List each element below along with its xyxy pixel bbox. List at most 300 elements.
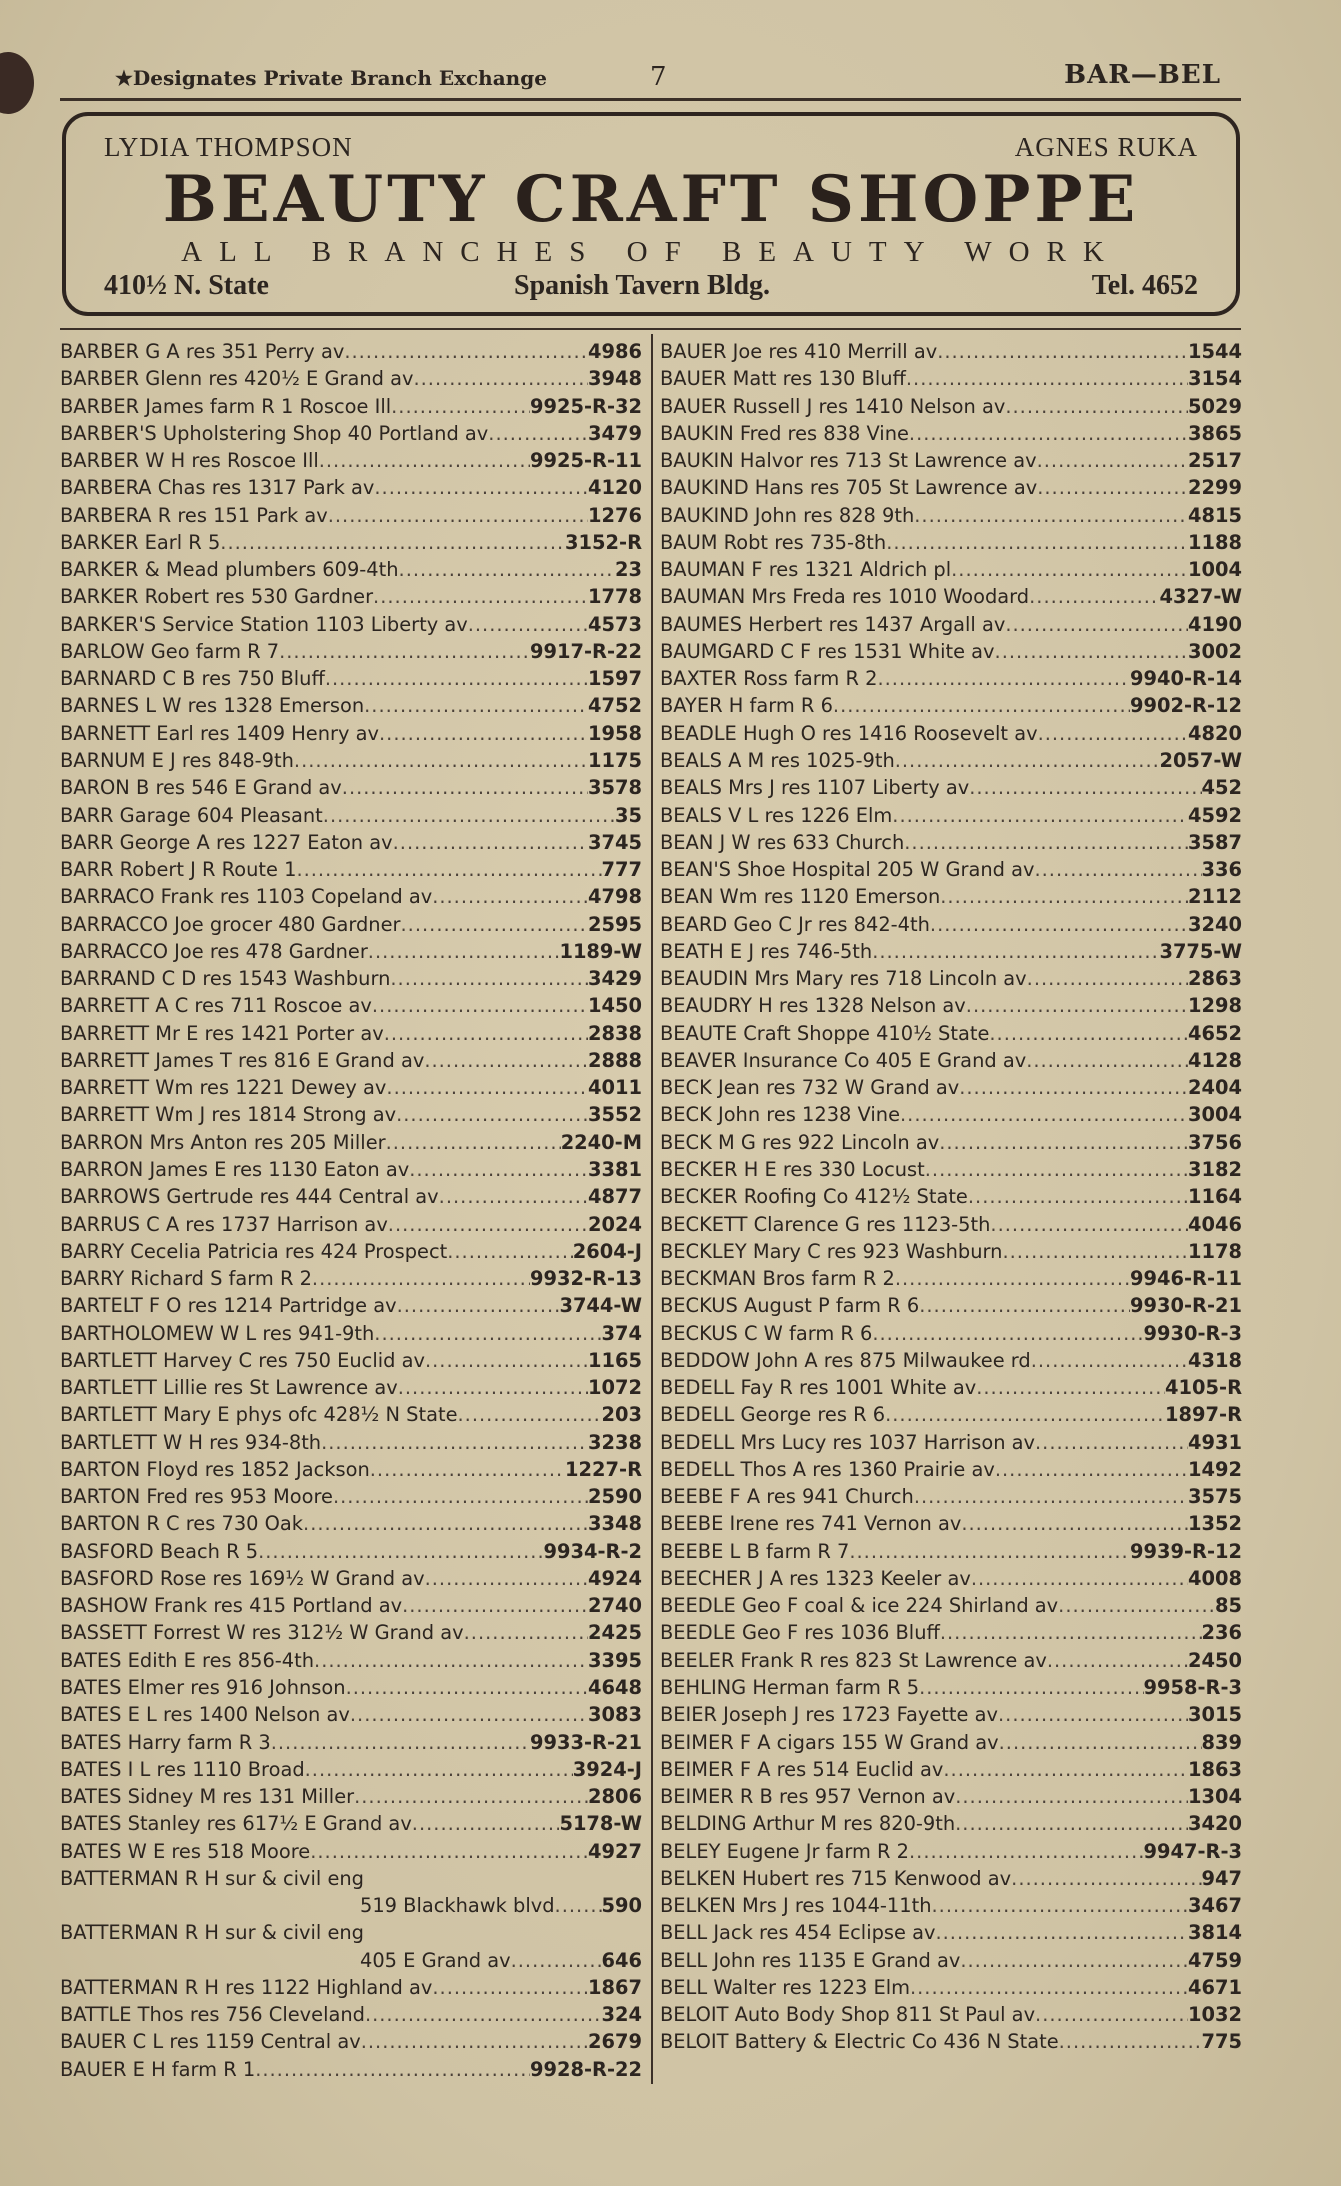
dot-leader	[439, 1183, 588, 1210]
listing-entry	[660, 992, 1242, 1019]
listing-phone: 3381	[588, 1157, 642, 1181]
listing-name: BELKEN Hubert res 715 Kenwood av	[660, 1866, 1012, 1890]
dot-leader	[432, 1974, 588, 2001]
listing-name: BELDING Arthur M res 820-9th	[660, 1812, 956, 1836]
dot-leader	[1031, 1347, 1188, 1374]
dot-leader	[833, 692, 1130, 719]
listing-entry	[660, 911, 1242, 938]
dot-leader	[412, 1810, 560, 1837]
listing-name: BEAUDRY H res 1328 Nelson av	[660, 994, 966, 1018]
ad-address: 410½ N. State	[104, 270, 269, 301]
dot-leader	[468, 611, 588, 638]
dot-leader	[1037, 474, 1188, 501]
dot-leader	[384, 1020, 588, 1047]
listing-entry	[660, 747, 1242, 774]
listing-phone: 3429	[588, 967, 642, 991]
dot-leader	[325, 665, 588, 692]
dot-leader	[990, 1211, 1188, 1238]
listing-name: BEEBE Irene res 741 Vernon av	[660, 1512, 962, 1536]
listing-name: BARKER Earl R 5	[60, 530, 221, 554]
dot-leader	[968, 1183, 1188, 1210]
dot-leader	[393, 829, 588, 856]
listing-phone: 1032	[1188, 2003, 1242, 2027]
dot-leader	[877, 665, 1130, 692]
dot-leader	[361, 2028, 588, 2055]
listing-entry	[660, 1756, 1242, 1783]
listing-phone: 947	[1201, 1866, 1242, 1890]
listing-phone: 4318	[1188, 1348, 1242, 1372]
dot-leader	[372, 992, 588, 1019]
listing-phone: 1863	[1188, 1757, 1242, 1781]
listing-name: BARRON James E res 1130 Eaton av	[60, 1157, 410, 1181]
listing-name: BATES Harry farm R 3	[60, 1730, 271, 1754]
listing-phone: 1227-R	[565, 1457, 642, 1481]
dot-leader	[919, 1292, 1130, 1319]
listing-entry	[60, 1674, 642, 1701]
listing-phone: 3015	[1188, 1703, 1242, 1727]
listing-name: BARROWS Gertrude res 444 Central av	[60, 1185, 439, 1209]
listing-phone: 1897-R	[1165, 1403, 1242, 1427]
listing-name: BECKETT Clarence G res 1123-5th	[660, 1212, 991, 1236]
listing-name: BATES E L res 1400 Nelson av	[60, 1703, 350, 1727]
listing-name: BARTHOLOMEW W L res 941-9th	[60, 1321, 375, 1345]
listing-phone: 9932-R-13	[530, 1267, 642, 1291]
listing-entry	[660, 1211, 1242, 1238]
listing-name: BATES I L res 1110 Broad	[60, 1757, 305, 1781]
listing-name: BEAUDIN Mrs Mary res 718 Lincoln av	[660, 967, 1027, 991]
listing-entry	[60, 1619, 642, 1646]
listing-name: BARLOW Geo farm R 7	[60, 639, 280, 663]
listing-name: BATES Stanley res 617½ E Grand av	[60, 1812, 412, 1836]
listing-name: BARBER G A res 351 Perry av	[60, 340, 345, 363]
listing-name: BEIER Joseph J res 1723 Fayette av	[660, 1703, 998, 1727]
listing-name: BARRETT Wm J res 1814 Strong av	[60, 1103, 397, 1127]
listing-phone: 336	[1201, 858, 1242, 882]
listing-entry	[660, 1892, 1242, 1919]
listing-phone: 2425	[588, 1621, 642, 1645]
listing-entry	[660, 1483, 1242, 1510]
listing-name: BEEDLE Geo F res 1036 Bluff	[660, 1621, 940, 1645]
listing-phone: 2517	[1188, 449, 1242, 473]
listing-phone: 4008	[1188, 1566, 1242, 1590]
dot-leader	[305, 1756, 573, 1783]
listing-phone: 9902-R-12	[1130, 694, 1242, 718]
listing-name: BARTON Fred res 953 Moore	[60, 1485, 333, 1509]
listing-phone: 3948	[588, 367, 642, 391]
listing-name: BEDELL George res R 6	[660, 1403, 886, 1427]
listing-entry	[660, 393, 1242, 420]
listing-phone: 4648	[588, 1676, 642, 1700]
listing-entry	[60, 1810, 642, 1837]
listing-name: BARNES L W res 1328 Emerson	[60, 694, 365, 718]
listing-phone: 4798	[588, 885, 642, 909]
listing-entry	[660, 1320, 1242, 1347]
listing-phone: 4820	[1188, 721, 1242, 745]
listing-entry	[660, 529, 1242, 556]
listing-entry	[60, 720, 642, 747]
listing-phone: 3395	[588, 1648, 642, 1672]
listing-entry	[660, 720, 1242, 747]
listing-phone: 3745	[588, 830, 642, 854]
listing-phone: 452	[1201, 776, 1242, 800]
listing-phone: 3479	[588, 421, 642, 445]
listing-entry	[60, 1647, 642, 1674]
listing-name: BASHOW Frank res 415 Portland av	[60, 1594, 403, 1618]
listing-entry	[660, 1619, 1242, 1646]
listing-entry	[60, 529, 642, 556]
listing-name: BEELER Frank R res 823 St Lawrence av	[660, 1648, 1047, 1672]
listing-name: BEADLE Hugh O res 1416 Roosevelt av	[660, 721, 1038, 745]
column-divider	[651, 334, 653, 2084]
listing-phone: 4105-R	[1165, 1376, 1242, 1400]
listing-phone: 4877	[588, 1185, 642, 1209]
listing-phone: 4592	[1188, 803, 1242, 827]
listing-phone: 4752	[588, 694, 642, 718]
dot-leader	[458, 1401, 602, 1428]
dot-leader	[935, 1919, 1188, 1946]
listing-name: BARR Garage 604 Pleasant	[60, 803, 323, 827]
listing-name: BEHLING Herman farm R 5	[660, 1676, 920, 1700]
listing-name: BARRACCO Joe grocer 480 Gardner	[60, 912, 401, 936]
listing-entry	[60, 1401, 642, 1428]
listing-entry	[660, 2001, 1242, 2028]
listing-phone: 4927	[588, 1839, 642, 1863]
listing-entry	[660, 583, 1242, 610]
listing-phone: 1958	[588, 721, 642, 745]
dot-leader	[365, 2001, 602, 2028]
listing-entry	[660, 1974, 1242, 2001]
listing-phone: 9917-R-22	[530, 639, 642, 663]
dot-leader	[413, 365, 588, 392]
listing-entry	[660, 1865, 1242, 1892]
listing-phone: 3775-W	[1159, 939, 1242, 963]
listing-entry	[660, 1265, 1242, 1292]
listing-name: BARBER W H res Roscoe Ill	[60, 449, 319, 473]
listing-entry	[60, 393, 642, 420]
listing-phone: 3467	[1188, 1894, 1242, 1918]
ad-tagline: ALL BRANCHES OF BEAUTY WORK	[181, 236, 1121, 268]
listing-entry	[60, 1783, 642, 1810]
listing-name: BEALS V L res 1226 Elm	[660, 803, 893, 827]
dot-leader	[344, 338, 588, 365]
dot-leader	[961, 1510, 1188, 1537]
listing-phone: 2299	[1188, 476, 1242, 500]
dot-leader	[488, 420, 588, 447]
listing-entry	[660, 1783, 1242, 1810]
dot-leader	[904, 829, 1188, 856]
running-head	[115, 58, 1221, 98]
listing-entry	[60, 556, 642, 583]
listing-name: BEIMER R B res 957 Vernon av	[660, 1785, 956, 1809]
listing-name: BATTLE Thos res 756 Cleveland	[60, 2003, 365, 2027]
listing-phone: 9930-R-21	[1130, 1294, 1242, 1318]
listing-phone: 2679	[588, 2030, 642, 2054]
listing-name: BECKER Roofing Co 412½ State	[660, 1185, 968, 1209]
dot-leader	[390, 965, 588, 992]
listing-entry	[60, 2028, 642, 2055]
listing-phone: 4327-W	[1159, 585, 1242, 609]
listing-name: BATES Elmer res 916 Johnson	[60, 1676, 346, 1700]
listing-entry	[60, 1020, 642, 1047]
listing-entry	[660, 1047, 1242, 1074]
ad-business-name: BEAUTY CRAFT SHOPPE	[162, 162, 1140, 237]
listing-phone: 4924	[588, 1566, 642, 1590]
listing-phone: 2838	[588, 1021, 642, 1045]
listing-phone: 4190	[1188, 612, 1242, 636]
dot-leader	[386, 1074, 588, 1101]
dot-leader	[379, 720, 588, 747]
listing-entry	[60, 1074, 642, 1101]
listing-entry	[660, 1101, 1242, 1128]
dot-leader	[314, 1647, 588, 1674]
listing-name: BARNUM E J res 848-9th	[60, 748, 294, 772]
listing-entry	[60, 638, 642, 665]
listing-name: BAUER E H farm R 1	[60, 2057, 256, 2081]
listing-name: BECK John res 1238 Vine	[660, 1103, 900, 1127]
dot-leader	[1038, 720, 1188, 747]
listing-name: BAUKIN Fred res 838 Vine	[660, 421, 909, 445]
listing-entry	[60, 1238, 642, 1265]
dot-leader	[995, 638, 1189, 665]
listing-entry	[660, 1020, 1242, 1047]
dot-leader	[401, 911, 589, 938]
dot-leader	[909, 420, 1188, 447]
dot-leader	[930, 911, 1188, 938]
listing-name: BARBER James farm R 1 Roscoe Ill	[60, 394, 392, 418]
listing-phone: 3575	[1188, 1485, 1242, 1509]
listing-entry	[60, 829, 642, 856]
listing-phone: 839	[1201, 1730, 1242, 1754]
listing-name: BATES W E res 518 Moore	[60, 1839, 311, 1863]
listing-phone: 1352	[1188, 1512, 1242, 1536]
listing-name: BARR Robert J R Route 1	[60, 858, 297, 882]
listing-entry	[660, 611, 1242, 638]
listing-phone: 4128	[1188, 1048, 1242, 1072]
listing-entry	[60, 1156, 642, 1183]
listing-phone: 4986	[588, 340, 642, 363]
listing-entry	[60, 1974, 642, 2001]
listing-name: BATTERMAN R H sur & civil eng	[60, 1866, 364, 1890]
listing-name: BEIMER F A cigars 155 W Grand av	[660, 1730, 999, 1754]
listing-phone: 9939-R-12	[1130, 1539, 1242, 1563]
dot-leader	[999, 1729, 1202, 1756]
listing-entry	[60, 1538, 642, 1565]
listing-entry	[60, 1047, 642, 1074]
listing-name: BAUER Joe res 410 Merrill av	[660, 340, 938, 363]
listing-entry	[660, 1729, 1242, 1756]
listing-phone: 2604-J	[572, 1239, 642, 1263]
dot-leader	[895, 1265, 1130, 1292]
listing-entry	[660, 692, 1242, 719]
listing-phone: 2590	[588, 1485, 642, 1509]
listing-phone: 1778	[588, 585, 642, 609]
listing-entry	[60, 1947, 642, 1974]
listing-name: BARRON Mrs Anton res 205 Miller	[60, 1130, 386, 1154]
listing-entry	[660, 1838, 1242, 1865]
listing-phone: 9928-R-22	[530, 2057, 642, 2081]
listing-entry	[60, 1483, 642, 1510]
listing-entry	[660, 1647, 1242, 1674]
dot-leader	[998, 1701, 1188, 1728]
listing-name: BEDELL Mrs Lucy res 1037 Harrison av	[660, 1430, 1036, 1454]
listing-phone: 4671	[1188, 1975, 1242, 1999]
listing-name: BEEDLE Geo F coal & ice 224 Shirland av	[660, 1594, 1059, 1618]
listing-entry	[660, 1401, 1242, 1428]
dot-leader	[396, 1101, 588, 1128]
listing-entry	[60, 1729, 642, 1756]
page-number: 7	[650, 62, 667, 92]
listing-phone: 1544	[1188, 340, 1242, 363]
listing-entry	[660, 829, 1242, 856]
dot-leader	[900, 1101, 1188, 1128]
listing-phone: 203	[601, 1403, 642, 1427]
dot-leader	[989, 1020, 1188, 1047]
listing-name: BARKER & Mead plumbers 609-4th	[60, 558, 399, 582]
listing-name: BARTLETT Mary E phys ofc 428½ N State	[60, 1403, 458, 1427]
listing-name: BAUKIN Halvor res 713 St Lawrence av	[660, 449, 1037, 473]
listing-name: BARBER'S Upholstering Shop 40 Portland av	[60, 421, 489, 445]
dot-leader	[346, 1674, 588, 1701]
listing-entry	[60, 1565, 642, 1592]
listing-name: BARRY Richard S farm R 2	[60, 1267, 312, 1291]
listing-phone: 5178-W	[559, 1812, 642, 1836]
listing-entry	[60, 1919, 642, 1946]
dot-leader	[447, 1238, 573, 1265]
dot-leader	[555, 1892, 602, 1919]
dot-leader	[354, 1783, 588, 1810]
listing-entry	[60, 1183, 642, 1210]
listing-entry	[60, 2001, 642, 2028]
listing-name: BARRUS C A res 1737 Harrison av	[60, 1212, 388, 1236]
dot-leader	[368, 938, 560, 965]
dot-leader	[364, 692, 588, 719]
listing-entry	[660, 1129, 1242, 1156]
listing-name: BELKEN Mrs J res 1044-11th	[660, 1894, 932, 1918]
listing-entry	[60, 1265, 642, 1292]
listing-name: BASFORD Beach R 5	[60, 1539, 259, 1563]
listing-name: BEAVER Insurance Co 405 E Grand av	[660, 1048, 1027, 1072]
listing-entry	[660, 665, 1242, 692]
dot-leader	[323, 802, 615, 829]
listing-name: BAUMAN F res 1321 Aldrich pl	[660, 558, 952, 582]
dot-leader	[220, 529, 565, 556]
listing-entry	[60, 1592, 642, 1619]
listing-name: 405 E Grand av	[360, 1948, 511, 1972]
listing-phone: 2863	[1188, 967, 1242, 991]
listing-phone: 3814	[1188, 1921, 1242, 1945]
listing-phone: 3182	[1188, 1157, 1242, 1181]
listing-phone: 2595	[588, 912, 642, 936]
listing-name: BARKER'S Service Station 1103 Liberty av	[60, 612, 468, 636]
listing-name: BARNETT Earl res 1409 Henry av	[60, 721, 379, 745]
dot-leader	[399, 556, 615, 583]
dot-leader	[939, 1129, 1188, 1156]
dot-leader	[976, 1374, 1165, 1401]
listing-name: 519 Blackhawk blvd	[360, 1894, 555, 1918]
dot-leader	[391, 393, 530, 420]
listing-phone: 646	[601, 1948, 642, 1972]
listing-phone: 3240	[1188, 912, 1242, 936]
listing-entry	[660, 1183, 1242, 1210]
dot-leader	[425, 1347, 588, 1374]
listing-phone: 5029	[1188, 394, 1242, 418]
listing-entry	[60, 1374, 642, 1401]
listing-phone: 35	[615, 803, 642, 827]
listing-entry	[660, 1347, 1242, 1374]
listing-entry	[60, 1701, 642, 1728]
listing-phone: 3865	[1188, 421, 1242, 445]
listing-phone: 1165	[588, 1348, 642, 1372]
listing-entry	[60, 665, 642, 692]
listing-phone: 2024	[588, 1212, 642, 1236]
listing-entry	[60, 1892, 642, 1919]
dot-leader	[296, 856, 601, 883]
dot-leader	[1011, 1865, 1201, 1892]
listing-name: BARTON R C res 730 Oak	[60, 1512, 304, 1536]
listing-name: BECKMAN Bros farm R 2	[660, 1267, 895, 1291]
listing-phone: 1450	[588, 994, 642, 1018]
listing-phone: 3552	[588, 1103, 642, 1127]
listing-phone: 9940-R-14	[1130, 667, 1242, 691]
listing-phone: 3744-W	[559, 1294, 642, 1318]
listing-name: BARR George A res 1227 Eaton av	[60, 830, 393, 854]
listing-entry	[60, 1320, 642, 1347]
listing-name: BEATH E J res 746-5th	[660, 939, 873, 963]
dot-leader	[374, 474, 588, 501]
dot-leader	[960, 1947, 1188, 1974]
listing-entry	[660, 1429, 1242, 1456]
name-range: BAR—BEL	[1064, 60, 1221, 90]
listing-name: BATTERMAN R H sur & civil eng	[60, 1921, 364, 1945]
dot-leader	[424, 1047, 588, 1074]
listing-phone: 3004	[1188, 1103, 1242, 1127]
dot-leader	[350, 1701, 588, 1728]
listing-name: BASFORD Rose res 169½ W Grand av	[60, 1566, 425, 1590]
dot-leader	[955, 1810, 1188, 1837]
listing-entry	[660, 447, 1242, 474]
listing-name: BARRETT Mr E res 1421 Porter av	[60, 1021, 384, 1045]
listing-entry	[660, 1810, 1242, 1837]
listing-entry	[60, 1510, 642, 1537]
listing-entry	[60, 965, 642, 992]
listing-name: BARTELT F O res 1214 Partridge av	[60, 1294, 397, 1318]
listing-phone: 4815	[1188, 503, 1242, 527]
listing-phone: 4759	[1188, 1948, 1242, 1972]
listing-phone: 1072	[588, 1376, 642, 1400]
listing-name: BARBER Glenn res 420½ E Grand av	[60, 367, 414, 391]
listing-phone: 777	[601, 858, 642, 882]
listing-phone: 85	[1215, 1594, 1242, 1618]
dot-leader	[279, 638, 530, 665]
dot-leader	[319, 447, 530, 474]
listing-entry	[60, 747, 642, 774]
listing-name: BARRETT A C res 711 Roscoe av	[60, 994, 372, 1018]
dot-leader	[333, 1483, 588, 1510]
listing-phone: 1304	[1188, 1785, 1242, 1809]
dot-leader	[328, 502, 588, 529]
dot-leader	[872, 938, 1159, 965]
listing-phone: 1298	[1188, 994, 1242, 1018]
listing-name: BATES Sidney M res 131 Miller	[60, 1785, 355, 1809]
dot-leader	[932, 1892, 1189, 1919]
dot-leader	[849, 1538, 1130, 1565]
listing-name: BAUM Robt res 735-8th	[660, 530, 887, 554]
dot-leader	[1005, 611, 1188, 638]
listing-entry	[660, 938, 1242, 965]
listing-name: BAUKIND Hans res 705 St Lawrence av	[660, 476, 1038, 500]
dot-leader	[425, 1565, 588, 1592]
listing-entry	[60, 1101, 642, 1128]
